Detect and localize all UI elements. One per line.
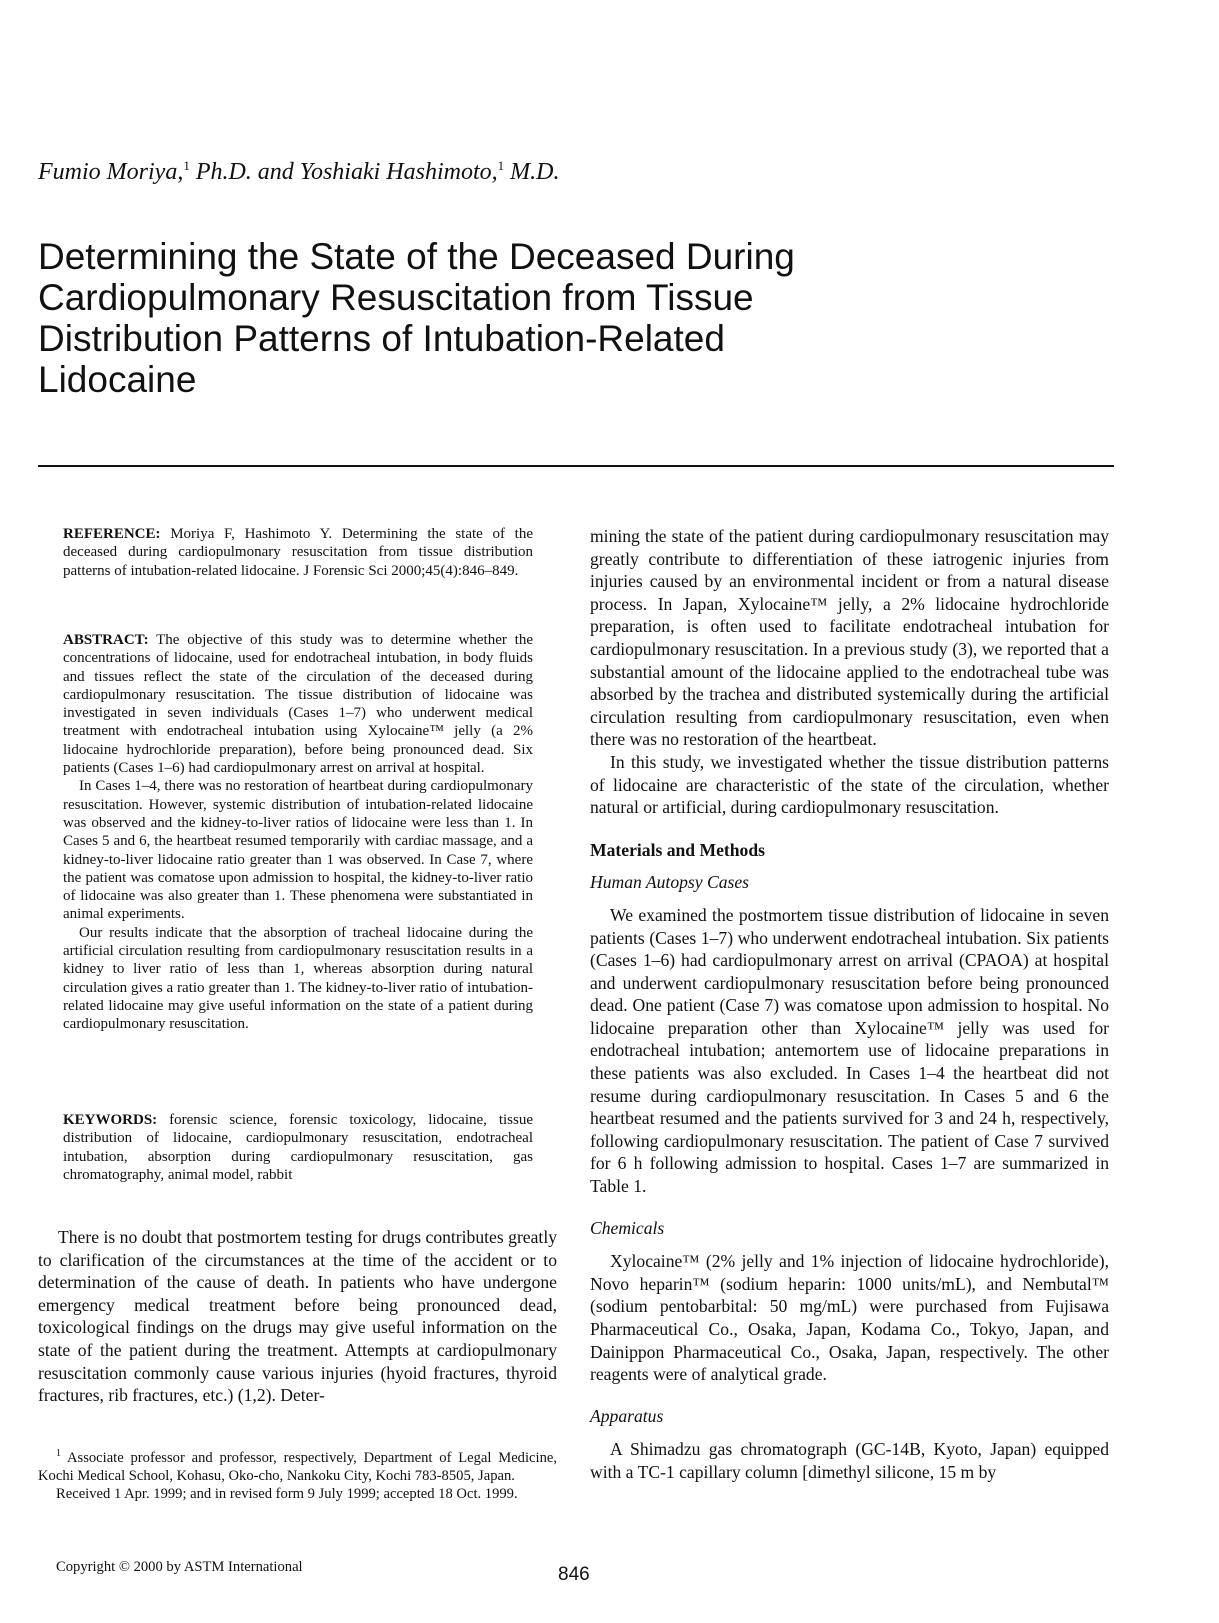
autopsy-paragraph: We examined the postmortem tissue distribution of lidocaine in seven patients (Cases 1–7) who underwent endotracheal intubation. Six patients (Cases 1–6) had cardiopulmonary arrest on arrival (CPAOA) at hospital and underwent cardiopulmonary resuscitation before being pronounced dead. One patient (Case 7) was comatose upon admission to hospital. No lidocaine preparation other than Xylocaine™ jelly was used for endotracheal intubation; antemortem use of lidocaine preparations in these patients was also excluded. In Cases 1–4 the heartbeat did not resume during cardiopulmonary resuscitation. In Cases 5 and 6 the heartbeat resumed and the patients survived for 3 and 24 h, respectively, following cardiopulmonary resuscitation. The patient of Case 7 survived for 6 h following admission to hospital. Cases 1–7 are summarized in Table 1. (590, 904, 1109, 1197)
abstract-paragraph-1: The objective of this study was to determine whether the concentrations of lidocaine, used for endotracheal intubation, in body fluids and tissues reflect the state of the circulation of the deceased during cardiopulmonary resuscitation. The tissue distribution of lidocaine was investigated in seven individuals (Cases 1–7) who underwent medical treatment with endotracheal intubation using Xylocaine™ jelly (a 2% lidocaine hydrochloride preparation), before being pronounced dead. Six patients (Cases 1–6) had cardiopulmonary arrest on arrival at hospital. (63, 632, 533, 777)
reference-label: REFERENCE: (63, 526, 161, 542)
footnotes (38, 1445, 557, 1503)
copyright-notice: Copyright © 2000 by ASTM International (56, 1559, 303, 1575)
section-heading-materials: Materials and Methods (590, 839, 765, 860)
abstract-paragraph-2: In Cases 1–4, there was no restoration of heartbeat during cardiopulmonary resuscitation. However, systemic distribution of intubation-related lidocaine was observed and the kidney-to-liver ratios of lidocaine were less than 1. In Cases 5 and 6, the heartbeat resumed temporarily with cardiac massage, and a kidney-to-liver lidocaine ratio greater than 1 was observed. In Case 7, where the patient was comatose upon admission to hospital, the kidney-to-liver ratio of lidocaine was also greater than 1. These phenomena were substantiated in animal experiments. (63, 778, 533, 923)
author-2-degree: M.D. (504, 159, 560, 185)
reference-text: Moriya F, Hashimoto Y. Determining the state of the deceased during cardiopulmonary resuscitation from tissue distribution patterns of intubation-related lidocaine. J Forensic Sci 2000;45(4):846–849. (63, 526, 533, 579)
keywords-label: KEYWORDS: (63, 1112, 158, 1128)
right-column-body (590, 525, 1109, 1484)
intro-paragraph-1: There is no doubt that postmortem testing for drugs contributes greatly to clarification of the circumstances at the time of the accident or to determination of the cause of death. In patients who have undergone emergency medical treatment before being pronounced dead, toxicological findings on the drugs may give useful information on the state of the patient during the treatment. Attempts at cardiopulmonary resuscitation commonly cause various injuries (hyoid fractures, thyroid fractures, rib fractures, etc.) (1,2). Deter- (38, 1227, 557, 1406)
affiliation-footnote (38, 1445, 557, 1485)
page-number: 846 (558, 1564, 590, 1585)
abstract-block (63, 631, 533, 1034)
reference-block (63, 525, 533, 580)
keywords-block (63, 1111, 533, 1184)
subsection-heading-apparatus: Apparatus (590, 1405, 664, 1426)
author-1-degree-and-author-2: Ph.D. and Yoshiaki Hashimoto, (189, 159, 498, 185)
subsection-heading-autopsy: Human Autopsy Cases (590, 872, 749, 893)
chemicals-paragraph: Xylocaine™ (2% jelly and 1% injection of lidocaine hydrochloride), Novo heparin™ (sodium heparin: 1000 units/mL), and Nembutal™ (sodium pentobarbital: 50 mg/mL) were purchased from Fujisawa Pharmaceutical Co., Osaka, Japan, Kodama Co., Tokyo, Japan, and Dainippon Pharmaceutical Co., Osaka, Japan, respectively. The other reagents were of analytical grade. (590, 1251, 1109, 1385)
author-line (38, 158, 559, 186)
author-1: Fumio Moriya, (38, 159, 184, 185)
affiliation-mark: 1 (56, 1448, 61, 1459)
intro-paragraph-2: In this study, we investigated whether the tissue distribution patterns of lidocaine are characteristic of the state of the circulation, whether natural or artificial, during cardiopulmonary resuscitation. (590, 751, 1109, 818)
author-2-affil-mark: 1 (497, 158, 505, 173)
author-1-affil-mark: 1 (183, 158, 190, 173)
abstract-paragraph-3: Our results indicate that the absorption of tracheal lidocaine during the artificial circulation resulting from cardiopulmonary resuscitation results in a kidney to liver ratio of less than 1, whereas absorption during natural circulation gives a ratio greater than 1. The kidney-to-liver ratio of intubation-related lidocaine may give useful information on the state of a patient during cardiopulmonary resuscitation. (63, 924, 533, 1033)
received-footnote: Received 1 Apr. 1999; and in revised form 9 July 1999; accepted 18 Oct. 1999. (56, 1485, 518, 1502)
title-divider (38, 465, 1114, 467)
apparatus-paragraph: A Shimadzu gas chromatograph (GC-14B, Kyoto, Japan) equipped with a TC-1 capillary column [dimethyl silicone, 15 m by (590, 1439, 1109, 1482)
article-title: Determining the State of the Deceased During Cardiopulmonary Resuscitation from Tissue Distribution Patterns of Intubation-Related Lidocaine (38, 236, 795, 400)
abstract-label: ABSTRACT: (63, 632, 149, 648)
affiliation-text: Associate professor and professor, respectively, Department of Legal Medicine, Kochi Medical School, Kohasu, Oko-cho, Nankoku City, Kochi 783-8505, Japan. (38, 1449, 557, 1484)
left-column-body (38, 1226, 557, 1407)
intro-continuation: mining the state of the patient during cardiopulmonary resuscitation may greatly contribute to differentiation of these iatrogenic injuries from injuries caused by an environmental incident or from a natural disease process. In Japan, Xylocaine™ jelly, a 2% lidocaine hydrochloride preparation, is often used to facilitate endotracheal intubation for cardiopulmonary resuscitation. In a previous study (3), we reported that a substantial amount of the lidocaine applied to the endotracheal tube was absorbed by the trachea and distributed systemically during the artificial circulation resulting from cardiopulmonary resuscitation, even when there was no restoration of the heartbeat. (590, 526, 1109, 750)
subsection-heading-chemicals: Chemicals (590, 1217, 665, 1238)
keywords-text: forensic science, forensic toxicology, lidocaine, tissue distribution of lidocaine, cardiopulmonary resuscitation, endotracheal intubation, absorption during cardiopulmonary resuscitation, gas chromatography, animal model, rabbit (63, 1112, 533, 1183)
